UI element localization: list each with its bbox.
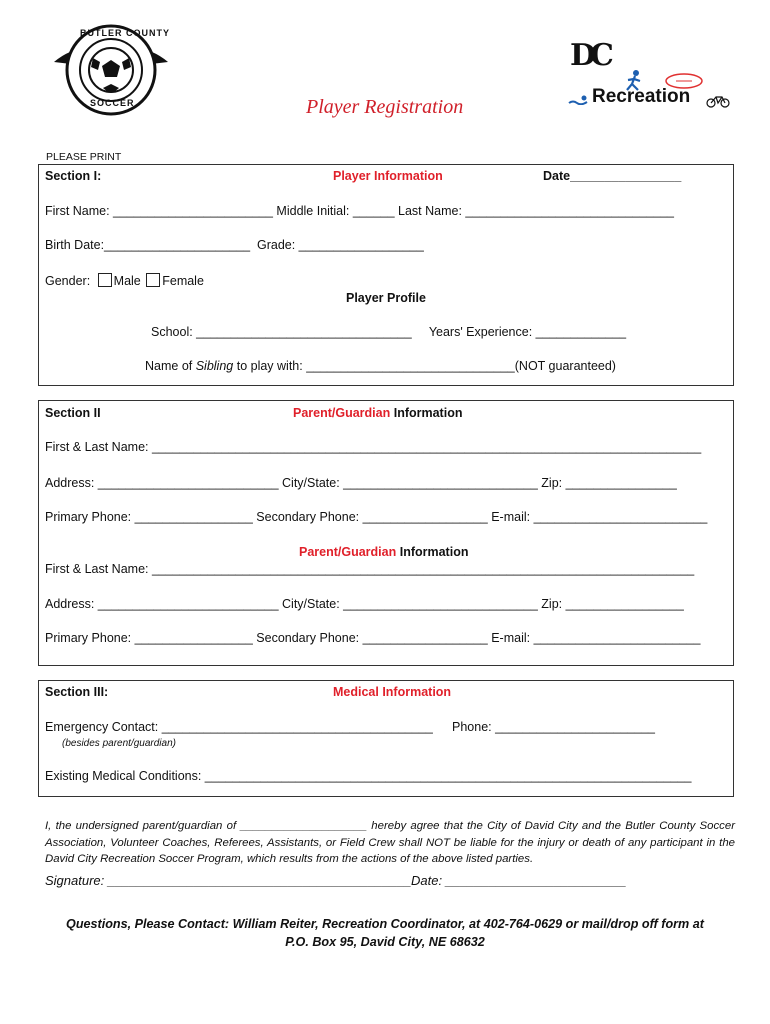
swimmer-icon [568,94,588,104]
sibling-italic: Sibling [195,359,234,373]
guardian-2-name-field[interactable]: First & Last Name: ______________________________________________________________________________ [45,562,695,576]
sibling-field[interactable] [145,359,616,373]
guardian-1-heading-red: Parent/Guardian [293,406,391,420]
guardian-1-name-field[interactable]: First & Last Name: _______________________________________________________________________________ [45,440,702,454]
emergency-phone-field[interactable]: Phone: _______________________ [452,720,655,734]
soccer-logo-bottom-text: SOCCER [90,98,135,108]
male-checkbox[interactable] [98,273,112,287]
player-information-heading: Player Information [333,169,443,183]
dc-recreation-logo [566,38,732,116]
guardian-1-heading-black: Information [390,406,463,420]
football-icon [664,72,704,90]
female-label: Female [162,274,204,288]
signature-date-field[interactable]: Date: _________________________ [411,873,627,888]
guardian-1-heading [293,406,462,420]
gender-row [45,273,204,288]
bicycle-icon [706,94,730,108]
contact-footer [40,915,730,951]
guardian-1-address-field[interactable]: Address: __________________________ City/State: ____________________________ Zip: ________________ [45,476,677,490]
rec-logo-word: Recreation [592,86,691,107]
runner-icon [624,70,644,92]
male-label: Male [113,274,141,288]
guardian-2-heading-red: Parent/Guardian [299,545,397,559]
emergency-contact-note: (besides parent/guardian) [62,738,176,749]
please-print-label: PLEASE PRINT [46,151,122,163]
soccer-logo-top-text: BUTLER COUNTY [80,28,170,38]
rec-logo-letters: DC [570,38,608,73]
liability-waiver-text: I, the undersigned parent/guardian of ____________________ hereby agree that the City of David City and the Butler County Soccer Association, Volunteer Coaches, Referees, Assistants, or Field Crew shall NOT be liable for the injury or death of any participant in the David City Recreation Soccer Program, which results from the actions of the above listed parties. [45,820,735,865]
sibling-prefix: Name of [145,359,196,373]
guardian-2-heading-black: Information [396,545,469,559]
guardian-2-heading [299,545,468,559]
signature-field[interactable]: Signature: __________________________________________ [45,873,412,888]
birth-grade-fields[interactable]: Birth Date:_____________________ Grade: __________________ [45,238,424,252]
guardian-2-address-field[interactable]: Address: __________________________ City/State: ____________________________ Zip: _________________ [45,597,684,611]
section-2-label: Section II [45,406,101,420]
section-3-label: Section III: [45,685,109,699]
gender-label: Gender: [45,274,91,288]
emergency-contact-field[interactable]: Emergency Contact: _______________________________________ [45,720,433,734]
guardian-2-phone-field[interactable]: Primary Phone: _________________ Secondary Phone: __________________ E-mail: ________________________ [45,631,701,645]
section-1-label: Section I: [45,169,102,183]
female-checkbox[interactable] [146,273,160,287]
player-profile-heading: Player Profile [346,291,426,305]
butler-county-soccer-logo [48,22,174,118]
medical-information-heading: Medical Information [333,685,452,699]
school-experience-fields[interactable]: School: _______________________________ Years' Experience: _____________ [151,325,627,339]
date-field[interactable]: Date________________ [543,169,682,183]
contact-line-2: P.O. Box 95, David City, NE 68632 [285,935,485,949]
contact-line-1: Questions, Please Contact: William Reiter, Recreation Coordinator, at 402-764-0629 or mail/drop off form at [66,917,704,931]
player-name-fields[interactable]: First Name: _______________________ Middle Initial: ______ Last Name: ______________________________ [45,204,674,218]
sibling-suffix: to play with: ______________________________(NOT guaranteed) [233,359,616,373]
page-title: Player Registration [306,96,464,118]
medical-conditions-field[interactable]: Existing Medical Conditions: ______________________________________________________________________ [45,769,692,783]
guardian-1-phone-field[interactable]: Primary Phone: _________________ Secondary Phone: __________________ E-mail: _________________________ [45,510,708,524]
